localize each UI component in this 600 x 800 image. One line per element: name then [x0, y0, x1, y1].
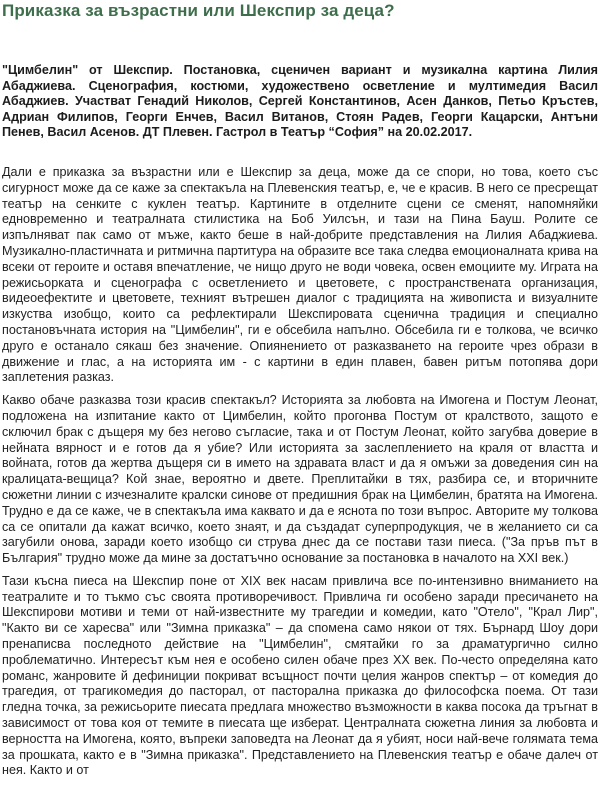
production-credits: "Цимбелин" от Шекспир. Постановка, сценичен вариант и музикална картина Лилия Абаджиева. Сценография, костюми, художествено осветление и мултимедия Васил Абаджиев. Участват Генадий Николов, Сергей Константинов, Асен Данков, Петьо Кръстев, Адриан Филипов, Георги Енчев, Васил Витанов, Стоян Радев, Георги Кацарски, Антъни Пенев, Васил Асенов. ДТ Плевен. Гастрол в Театър “София” на 20.02.2017. [2, 63, 598, 140]
article-paragraph-2: Какво обаче разказва този красив спектакъл? Историята за любовта на Имогена и Постум Леонат, подложена на изпитание както от Цимбелин, който прогонва Постум от кралството, защото е сключил брак с дъщеря му без негово съгласие, така и от Постум Леонат, който загубва доверие в нейната вярност и е готов да я убие? Или историята за заслеплението на краля от властта и войната, готов да жертва дъщеря си в името на здравата власт и да я омъжи за доведения син на кралицата-вещица? Кой знае, вероятно и двете. Преплитайки в тях, разбира се, и вторичните сюжетни линии с изчезналите кралски синове от предишния брак на Цимбелин, братята на Имогена. Трудно е да се каже, че в спектакъла има каквато и да е яснота по този въпрос. Авторите му толкова са се опитали да кажат всичко, което знаят, и да създадат суперпродукция, че в желанието си са загубили онова, заради което изобщо си струва днес да се постави тази пиеса. ("За пръв път в България" трудно може да мине за достатъчно основание за постановка в началото на XXI век.) [2, 393, 598, 566]
article-paragraph-1: Дали е приказка за възрастни или е Шекспир за деца, може да се спори, но това, което със сигурност може да се каже за спектакъла на Плевенския театър, е, че е красив. В него се пресрещат театър на сенките с куклен театър. Картините в отделните сцени се сменят, напомняйки едновременно и театралната стилистика на Боб Уилсън, и тази на Пина Бауш. Ролите се изпълняват пак само от мъже, както беше в най-добрите представления на Лилия Абаджиева. Музикално-пластичната и ритмична партитура на образите все така следва емоционалната крива на всеки от героите и оставя впечатление, че нищо друго не води човека, освен емоциите му. Играта на режисьорката и сценографа с осветлението и цветовете, с пространствената организация, видеоефектите и цветовете, техният вътрешен диалог с традицията на живописта и визуалните изкуства изобщо, които са рефлектирали Шекспировата сценична традиция и специално постановъчната история на "Цимбелин", ги е обсебила напълно. Обсебила ги е толкова, че всичко друго е останало сякаш без значение. Опиянението от разказването на героите чрез образи в движение и глас, а на историята им - с картини в един плавен, бавен ритъм потопява дори заплетения разказ. [2, 164, 598, 385]
article-title: Приказка за възрастни или Шекспир за деца? [2, 1, 395, 20]
article-paragraph-3: Тази късна пиеса на Шекспир поне от XIX век насам привлича все по-интензивно вниманието на театралите и то тъкмо със своята противоречивост. Привлича ги особено заради пресичането на Шекспирови мотиви и теми от най-известните му трагедии и комедии, като "Отело", "Крал Лир", "Както ви се харесва" или "Зимна приказка" – да спомена само някои от тях. Бърнард Шоу дори пренаписва последното действие на "Цимбелин", смятайки го за драматургично силно проблематично. Интересът към нея е особено силен обаче през XX век. По-често определяна като романс, жанровите й дефиниции покриват всъщност почти целия жанров спектър – от комедия до трагедия, от трагикомедия до пасторал, от пасторална приказка до философска поема. От тази гледна точка, за режисьорите пиесата предлага множество възможности в каква посока да тръгнат в зависимост от това коя от темите в пиесата ще изберат. Централната сюжетна линия за любовта и верността на Имогена, която, въпреки заповедта на Леонат да я убият, носи най-вече голямата тема за прошката, както е в "Зимна приказка". Представлението на Плевенския театър е обаче далеч от нея. Както и от [2, 573, 598, 778]
